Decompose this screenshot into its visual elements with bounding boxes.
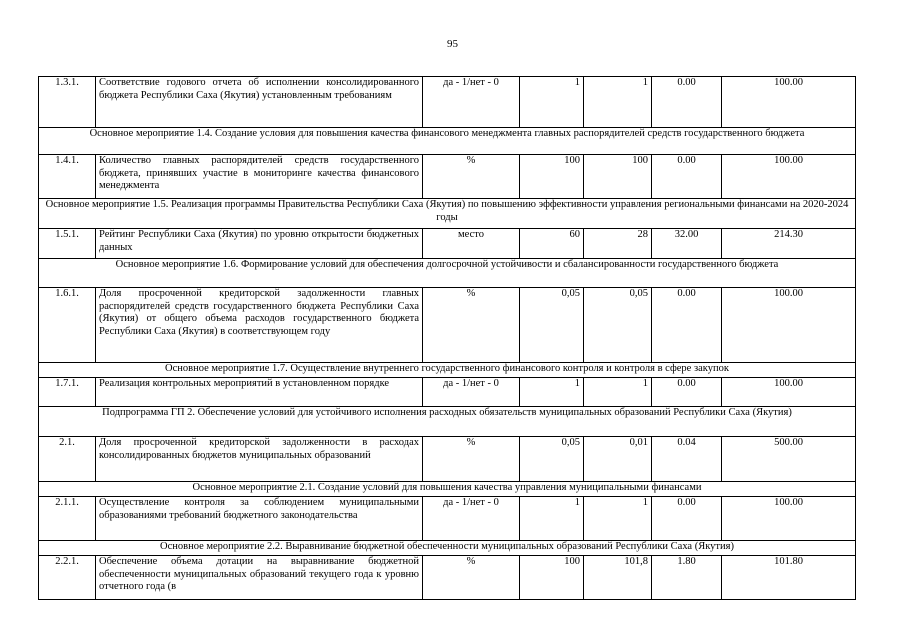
indicator-actual-value: 0,05 xyxy=(584,288,652,363)
indicator-deviation: 1.80 xyxy=(652,556,722,600)
indicator-actual-value: 28 xyxy=(584,229,652,259)
table-row xyxy=(39,556,856,600)
table-row xyxy=(39,77,856,128)
indicator-planned-value: 100 xyxy=(520,556,584,600)
indicator-unit: да - 1/нет - 0 xyxy=(423,378,520,407)
section-row xyxy=(39,259,856,288)
indicator-unit: % xyxy=(423,437,520,482)
indicator-planned-value: 60 xyxy=(520,229,584,259)
section-title: Подпрограмма ГП 2. Обеспечение условий для устойчивого исполнения расходных обязательств муниципальных образований Республики Саха (Якутия) xyxy=(39,407,856,437)
indicator-description: Осуществление контроля за соблюдением муниципальными образованиями требований бюджетного законодательства xyxy=(96,497,423,541)
indicator-percent: 500.00 xyxy=(722,437,856,482)
indicator-planned-value: 1 xyxy=(520,378,584,407)
indicator-description: Количество главных распорядителей средств государственного бюджета, принявших участие в мониторинге качества финансового менеджмента xyxy=(96,155,423,199)
section-title: Основное мероприятие 2.1. Создание условий для повышения качества управления муниципальными финансами xyxy=(39,482,856,497)
indicator-percent: 100.00 xyxy=(722,378,856,407)
indicator-number: 1.3.1. xyxy=(39,77,96,128)
indicator-description: Реализация контрольных мероприятий в установленном порядке xyxy=(96,378,423,407)
section-title: Основное мероприятие 1.4. Создание условия для повышения качества финансового менеджмента главных распорядителей средств государственного бюджета xyxy=(39,128,856,155)
indicator-description: Доля просроченной кредиторской задолженности главных распорядителей средств государственного бюджета Республики Саха (Якутия) от общего объема расходов государственного бюджета Республики Саха (Якутия) в соответствующем году xyxy=(96,288,423,363)
indicator-actual-value: 101,8 xyxy=(584,556,652,600)
section-row xyxy=(39,128,856,155)
table-row xyxy=(39,229,856,259)
page-number: 95 xyxy=(447,38,458,50)
indicator-actual-value: 100 xyxy=(584,155,652,199)
indicator-percent: 100.00 xyxy=(722,497,856,541)
indicator-percent: 214.30 xyxy=(722,229,856,259)
indicator-actual-value: 0,01 xyxy=(584,437,652,482)
indicator-actual-value: 1 xyxy=(584,378,652,407)
indicator-description: Соответствие годового отчета об исполнении консолидированного бюджета Республики Саха (Якутия) установленным требованиям xyxy=(96,77,423,128)
indicators-table xyxy=(38,76,856,600)
table-row xyxy=(39,288,856,363)
indicator-deviation: 32.00 xyxy=(652,229,722,259)
indicator-description: Доля просроченной кредиторской задолженности в расходах консолидированных бюджетов муниципальных образований xyxy=(96,437,423,482)
table-row xyxy=(39,155,856,199)
indicator-actual-value: 1 xyxy=(584,77,652,128)
indicator-number: 1.5.1. xyxy=(39,229,96,259)
indicator-planned-value: 0,05 xyxy=(520,288,584,363)
indicator-percent: 101.80 xyxy=(722,556,856,600)
indicator-unit: % xyxy=(423,155,520,199)
indicator-number: 2.1.1. xyxy=(39,497,96,541)
indicator-percent: 100.00 xyxy=(722,77,856,128)
indicator-number: 2.2.1. xyxy=(39,556,96,600)
section-row xyxy=(39,482,856,497)
indicator-unit: да - 1/нет - 0 xyxy=(423,77,520,128)
indicator-unit: % xyxy=(423,288,520,363)
table-row xyxy=(39,497,856,541)
indicator-number: 1.4.1. xyxy=(39,155,96,199)
indicator-number: 1.7.1. xyxy=(39,378,96,407)
indicator-number: 1.6.1. xyxy=(39,288,96,363)
indicator-planned-value: 100 xyxy=(520,155,584,199)
section-row xyxy=(39,407,856,437)
section-title: Основное мероприятие 1.5. Реализация программы Правительства Республики Саха (Якутия) по повышению эффективности управления региональными финансами на 2020-2024 годы xyxy=(39,199,856,229)
table-row xyxy=(39,437,856,482)
indicator-unit: место xyxy=(423,229,520,259)
indicator-planned-value: 0,05 xyxy=(520,437,584,482)
indicator-percent: 100.00 xyxy=(722,155,856,199)
indicator-actual-value: 1 xyxy=(584,497,652,541)
indicator-description: Рейтинг Республики Саха (Якутия) по уровню открытости бюджетных данных xyxy=(96,229,423,259)
indicator-deviation: 0.00 xyxy=(652,155,722,199)
indicator-unit: да - 1/нет - 0 xyxy=(423,497,520,541)
table-row xyxy=(39,378,856,407)
section-row xyxy=(39,199,856,229)
indicator-deviation: 0.00 xyxy=(652,497,722,541)
indicator-deviation: 0.04 xyxy=(652,437,722,482)
indicator-planned-value: 1 xyxy=(520,497,584,541)
indicator-deviation: 0.00 xyxy=(652,77,722,128)
section-title: Основное мероприятие 1.6. Формирование условий для обеспечения долгосрочной устойчивости и сбалансированности государственного бюджета xyxy=(39,259,856,288)
indicator-percent: 100.00 xyxy=(722,288,856,363)
indicator-number: 2.1. xyxy=(39,437,96,482)
indicator-deviation: 0.00 xyxy=(652,378,722,407)
section-row xyxy=(39,363,856,378)
section-row xyxy=(39,541,856,556)
indicator-unit: % xyxy=(423,556,520,600)
section-title: Основное мероприятие 2.2. Выравнивание бюджетной обеспеченности муниципальных образований Республики Саха (Якутия) xyxy=(39,541,856,556)
indicator-description: Обеспечение объема дотации на выравнивание бюджетной обеспеченности муниципальных образований текущего года к уровню отчетного года (в xyxy=(96,556,423,600)
section-title: Основное мероприятие 1.7. Осуществление внутреннего государственного финансового контроля и контроля в сфере закупок xyxy=(39,363,856,378)
indicator-planned-value: 1 xyxy=(520,77,584,128)
indicator-deviation: 0.00 xyxy=(652,288,722,363)
